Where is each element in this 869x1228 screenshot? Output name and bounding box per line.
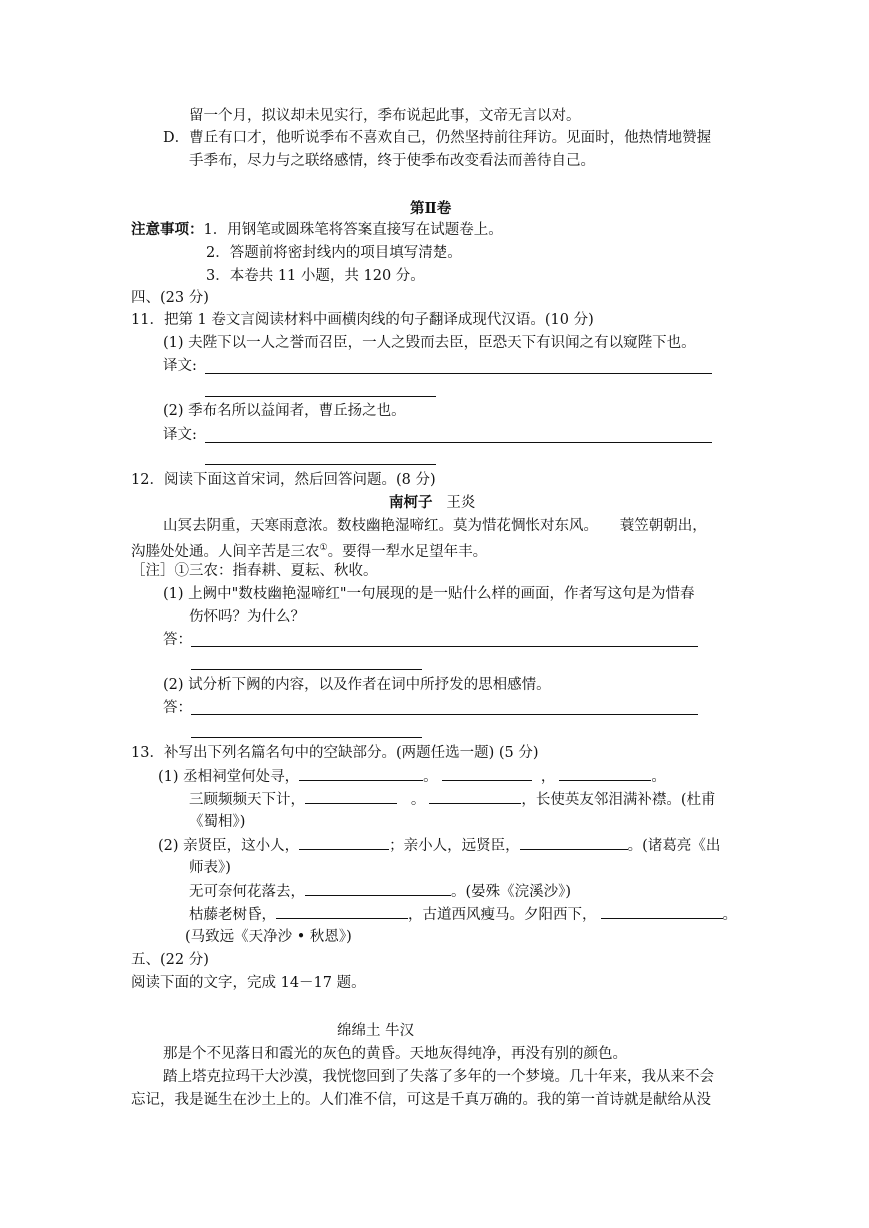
article-heading [337,1021,414,1041]
poem-note-mark: ① [319,543,328,553]
q12-sub1-line2: 伤怀吗？为什么？ [189,609,305,625]
q13-b1-tail: 。(诸葛亮《出 [627,838,721,854]
poem-author: 王炎 [446,495,476,511]
notice-item-3: 3．本卷共 11 小题，共 120 分。 [206,268,425,284]
article-paragraph-2-line2: 忘记，我是诞生在沙土上的。人们准不信，可这是千真万确的。我的第一首诗就是献给从没 [131,1092,711,1108]
q13-a1-punct1: 。 [423,769,438,785]
q13-b1-text: (2) 亲贤臣，这小人， [158,838,300,854]
q13-b-source: 师表》) [189,860,231,876]
q12-answer-label-1: 答： [163,632,192,648]
q11-answer-line-1a[interactable] [205,373,712,374]
poem-title: 南柯子 [389,494,433,511]
part5-heading: 五、(22 分) [131,952,209,968]
q13-a1-text: (1) 丞相祠堂何处寻， [158,769,300,785]
option-d-line1: D．曹丘有口才，他听说季布不喜欢自己，仍然坚持前往拜访。见面时，他热情地赞握 [163,130,712,146]
q13-blank-b4[interactable] [276,904,408,919]
q11-answer-line-1b[interactable] [205,396,436,397]
q13-b4-mid: ，古道西风瘦马。夕阳西下， [408,907,597,923]
q12-answer-line-1b[interactable] [191,669,422,670]
q13-a2-text: 三顾频频天下计， [189,792,305,808]
poem-line-2b: 。要得一犁水足望年丰。 [327,543,488,560]
q11-translation-label-1: 译文: [163,358,197,374]
q13-a1-punct2: ， [540,769,556,785]
q13-blank-a5[interactable] [429,789,521,804]
poem-heading [389,493,475,513]
q13-blank-b2[interactable] [520,835,628,850]
q11-stem: 11．把第 1 卷文言阅读材料中画横肉线的句子翻译成现代汉语。(10 分) [131,312,594,328]
q13-blank-a3[interactable] [559,766,651,781]
poem-line-2a: 沟塍处处通。人间辛苦是三农 [131,543,320,560]
q12-sub1-line1: (1) 上阙中"数枝幽艳湿啼红"一句展现的是一贴什么样的画面，作者写这句是为惜春 [163,586,695,602]
q13-blank-a2[interactable] [442,766,532,781]
q12-answer-line-2b[interactable] [191,737,422,738]
q13-blank-a1[interactable] [299,766,423,781]
q13-b-line1 [158,835,720,856]
q13-a-source: 《蜀相》) [189,814,246,830]
q12-answer-line-2a[interactable] [191,714,698,715]
q12-answer-label-2: 答： [163,700,192,716]
q12-sub2: (2) 试分析下阙的内容，以及作者在词中所抒发的思相感情。 [163,677,551,693]
q11-translation-label-2: 译文: [163,427,197,443]
article-paragraph-2-line1: 踏上塔克拉玛干大沙漠，我恍惚回到了失落了多年的一个梦境。几十年来，我从来不会 [163,1069,714,1085]
q13-b3-text: 无可奈何花落去， [189,884,305,900]
option-c-continuation: 留一个月，拟议却未见实行，季布说起此事，文帝无言以对。 [189,108,581,124]
q13-b1-mid: ；亲小人，远贤臣， [389,838,520,854]
option-d-line2: 手季布，尽力与之联络感情，终于使季布改变看法而善待自己。 [189,153,595,169]
q13-b4-tail: 。 [722,907,737,923]
q13-a-line2 [189,789,715,810]
q12-stem: 12．阅读下面这首宋词，然后回答问题。(8 分) [131,472,436,488]
q13-blank-b1[interactable] [299,835,389,850]
poem-note: ［注］①三农：指春耕、夏耘、秋收。 [131,563,378,579]
notice-item-1: 1．用钢笔或圆珠笔将答案直接写在试题卷上。 [203,222,503,238]
part5-instruction: 阅读下面的文字，完成 14－17 题。 [131,975,366,991]
notice-label: 注意事项： [131,221,204,238]
poem-line-1: 山冥去阴重，天寒雨意浓。数枝幽艳湿啼红。莫为惜花惆怅对东风。 蓑笠朝朝出， [163,518,707,534]
q11-sentence-1: (1) 夫陛下以一人之誉而召臣，一人之毁而去臣，臣恐天下有识闻之有以窥陛下也。 [163,335,696,351]
q13-blank-b5[interactable] [601,904,723,919]
q13-a1-punct3: 。 [651,769,666,785]
q11-answer-line-2b[interactable] [205,464,436,465]
q13-a-line1 [158,766,666,787]
q13-stem: 13．补写出下列名篇名句中的空缺部分。(两题任选一题) (5 分) [131,745,539,761]
q13-b-line4 [189,904,737,925]
q13-b4-text: 枯藤老树昏， [189,907,276,923]
article-author: 牛汉 [385,1023,415,1039]
article-paragraph-1: 那是个不见落日和霞光的灰色的黄昏。天地灰得纯净，再没有别的颜色。 [163,1046,627,1062]
q13-a2-punct: 。 [410,792,426,808]
poem-line-2 [131,538,487,562]
q13-blank-a4[interactable] [305,789,397,804]
q11-sentence-2: (2) 季布名所以益闻者，曹丘扬之也。 [163,403,406,419]
q13-a2-tail: ，长使英友邻泪满补襟。(杜甫 [521,792,716,808]
q11-answer-line-2a[interactable] [205,442,712,443]
q13-b3-tail: 。(晏殊《浣溪沙》) [451,884,572,900]
section-title: 第Ⅱ卷 [410,200,452,217]
article-title: 绵绵土 [337,1023,381,1039]
notice-item-2: 2．答题前将密封线内的项目填写清楚。 [206,245,462,261]
q13-b-line3 [189,881,571,902]
q13-blank-b3[interactable] [305,881,451,896]
q13-b-source2: (马致远《天净沙 • 秋恩》) [185,929,352,945]
part4-heading: 四、(23 分) [131,290,209,306]
notice-line1 [131,220,503,240]
q12-answer-line-1a[interactable] [191,646,698,647]
